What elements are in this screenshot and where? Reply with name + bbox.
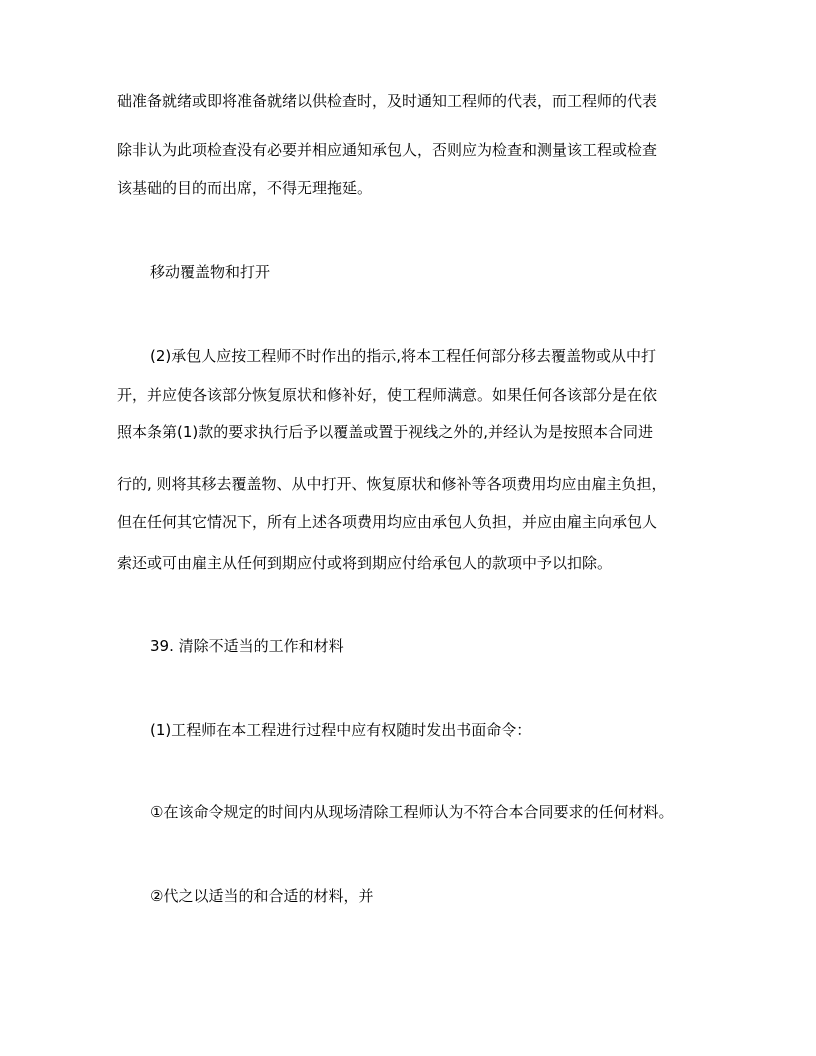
paragraph-2-line-2: 开，并应使各该部分恢复原状和修补好，使工程师满意。如果任何各该部分是在依 [117, 386, 658, 404]
paragraph-2-line-5: 但在任何其它情况下，所有上述各项费用均应由承包人负担，并应由雇主向承包人 [117, 513, 658, 531]
paragraph-2-line-6: 索还或可由雇主从任何到期应付或将到期应付给承包人的款项中予以扣除。 [117, 554, 613, 572]
heading-clause-39: 39. 清除不适当的工作和材料 [150, 637, 344, 655]
paragraph-2-line-4: 行的, 则将其移去覆盖物、从中打开、恢复原状和修补等各项费用均应由雇主负担， [117, 475, 667, 493]
clause-1: (1)工程师在本工程进行过程中应有权随时发出书面命令： [150, 721, 532, 739]
item-1: ①在该命令规定的时间内从现场清除工程师认为不符合本合同要求的任何材料。 [150, 803, 674, 821]
heading-move-cover: 移动覆盖物和打开 [150, 263, 271, 281]
paragraph-2-line-3: 照本条第(1)款的要求执行后予以覆盖或置于视线之外的,并经认为是按照本合同进 [117, 423, 654, 441]
paragraph-1-line-1: 础准备就绪或即将准备就绪以供检查时，及时通知工程师的代表，而工程师的代表 [117, 92, 658, 110]
paragraph-1-line-3: 该基础的目的而出席，不得无理拖延。 [117, 179, 373, 197]
paragraph-1-line-2: 除非认为此项检查没有必要并相应通知承包人，否则应为检查和测量该工程或检查 [117, 141, 658, 159]
paragraph-2-line-1: (2)承包人应按工程师不时作出的指示,将本工程任何部分移去覆盖物或从中打 [150, 347, 657, 365]
item-2: ②代之以适当的和合适的材料，并 [150, 887, 374, 905]
